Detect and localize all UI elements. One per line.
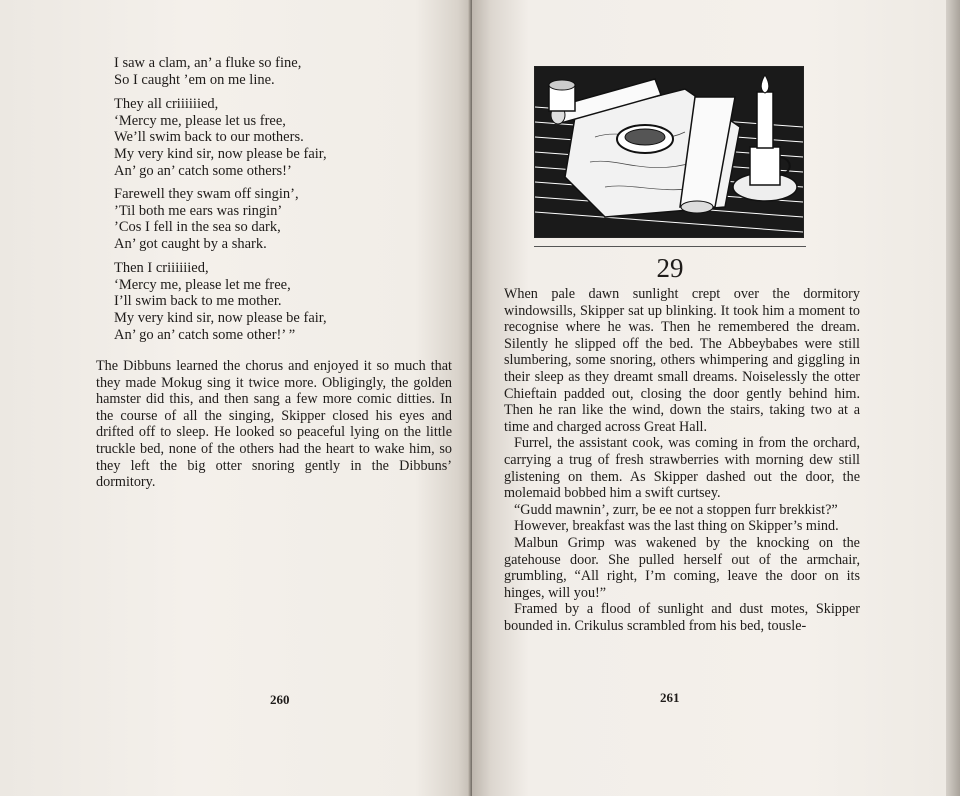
verse-line: Then I criiiiiied, (114, 260, 209, 276)
verse-line: So I caught ’em on me line. (114, 71, 275, 88)
chapter-rule (534, 246, 806, 247)
verse-line: An’ got caught by a shark. (114, 236, 267, 253)
verse-line: Farewell they swam off singin’, (114, 186, 299, 202)
verse-line: ‘Mercy me, please let me free, (114, 276, 291, 293)
verse-line: They all criiiiiied, (114, 96, 219, 112)
page-edge (946, 0, 960, 796)
verse-line: ’Cos I fell in the sea so dark, (114, 219, 281, 236)
chapter-number: 29 (656, 253, 684, 283)
verse-line: An’ go an’ catch some other!’ ” (114, 326, 296, 343)
verse-line: An’ go an’ catch some others!’ (114, 162, 292, 179)
chapter-body (504, 286, 860, 634)
verse-line: I’ll swim back to me mother. (114, 293, 282, 310)
verse-line: My very kind sir, now please be fair, (114, 310, 327, 327)
verse-line: ’Til both me ears was ringin’ (114, 202, 283, 219)
paragraph-text: The Dibbuns learned the chorus and enjoyed it so much that they made Mokug sing it twice more. Obligingly, the golden hamster did this, and then sang a few more comic ditties. In the course of all the singing, Skipper closed his eyes and drifted off to sleep. He looked so peaceful lying on the little truckle bed, none of the others had the heart to wake him, so they left the big otter snoring gently in the Dibbuns’ dormitory. (96, 358, 452, 491)
chapter-illustration (534, 66, 804, 238)
page-number-right: 261 (660, 690, 680, 705)
page-number-left: 260 (270, 692, 290, 707)
verse-line: I saw a clam, an’ a fluke so fine, (114, 55, 302, 71)
paragraph-text: Furrel, the assistant cook, was coming in from the orchard, carrying a trug of fresh strawberries with morning dew still glistening on them. As Skipper dashed out the door, the molemaid bobbed him a swift curtsey. (504, 435, 860, 502)
paragraph-text: However, breakfast was the last thing on Skipper’s mind. (514, 518, 839, 535)
verse-line: ‘Mercy me, please let us free, (114, 112, 286, 129)
verse-stanza-2 (114, 96, 414, 180)
paragraph-text: “Gudd mawnin’, zurr, be ee not a stoppen furr brekkist?” (514, 501, 838, 518)
paragraph-text: When pale dawn sunlight crept over the dormitory windowsills, Skipper sat up blinking. It took him a moment to recognise where he was. Then he remembered the dream. Silently he slipped off the bed. The Abbeybabes were still slumbering, some snoring, others whimpering and giggling in their sleep as they dreamt small dreams. Noiselessly the otter Chieftain padded out, closing the door gently behind him. Then he ran like the wind, down the stairs, taking two at a time and charged across Great Hall. (504, 286, 860, 435)
paragraph-text: Malbun Grimp was wakened by the knocking on the gatehouse door. She pulled herself out of the armchair, grumbling, “All right, I’m coming, leave the door on its hinges, will you!” (504, 534, 860, 601)
left-paragraph (96, 358, 452, 491)
verse-stanza-1 (114, 55, 414, 88)
left-page (0, 0, 472, 796)
verse-line: We’ll swim back to our mothers. (114, 129, 304, 146)
paragraph-text: Framed by a flood of sunlight and dust motes, Skipper bounded in. Crikulus scrambled from his bed, tousle- (504, 601, 860, 634)
verse-stanza-3 (114, 186, 414, 253)
verse-line: My very kind sir, now please be fair, (114, 146, 327, 163)
verse-stanza-4 (114, 260, 414, 344)
scroll-and-candle-illustration (535, 67, 803, 237)
